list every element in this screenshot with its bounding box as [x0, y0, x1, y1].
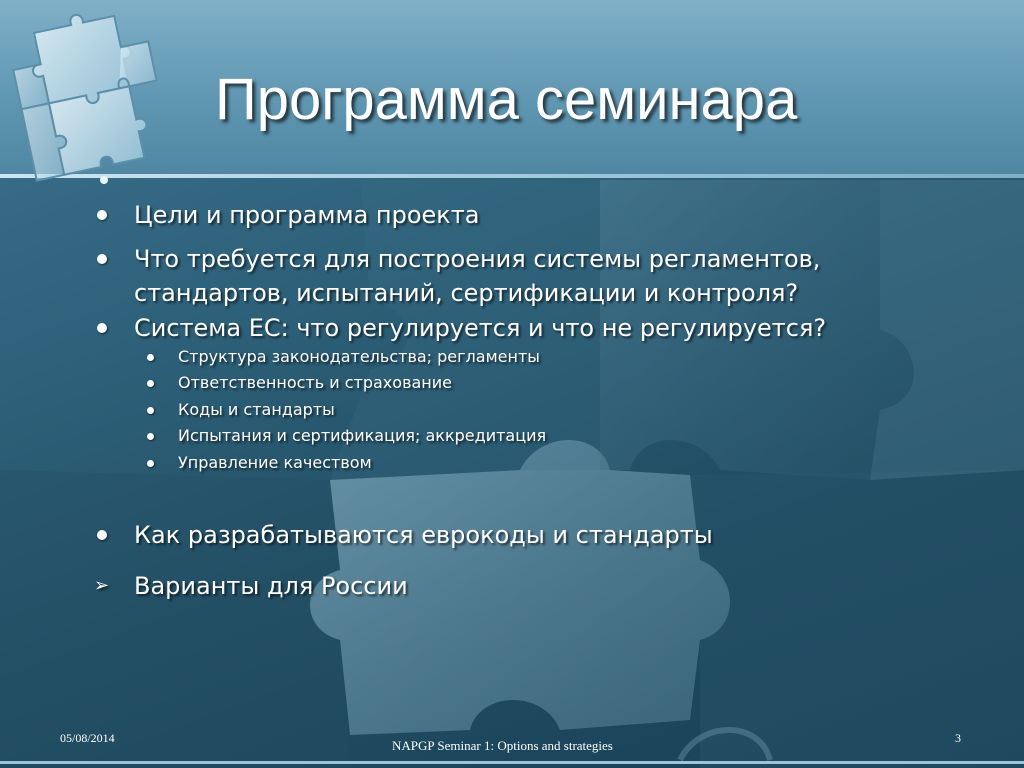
list-item-text: Ответственность и страхование — [178, 373, 452, 392]
footer-text: NAPGP Seminar 1: Options and strategies — [392, 738, 613, 753]
bullet-dot-icon — [147, 354, 154, 361]
list-item-text: Система ЕС: что регулируется и что не регулируется? — [134, 314, 827, 342]
list-item — [94, 569, 874, 603]
list-item-text: Испытания и сертификация; аккредитация — [178, 426, 547, 445]
bullet-dot-icon — [147, 460, 154, 467]
bullet-dot-icon — [97, 210, 107, 220]
list-item-text: Управление качеством — [178, 453, 372, 472]
footer-date: 05/08/2014 — [60, 731, 115, 745]
list-item — [134, 242, 874, 310]
list-item — [134, 518, 874, 552]
bullet-dot-icon — [97, 323, 107, 333]
slide-title: Программа семинара — [215, 67, 798, 132]
bullet-dot-icon — [147, 433, 154, 440]
list-item — [178, 344, 778, 370]
page-number: 3 — [955, 731, 961, 745]
list-item-text: Как разрабатываются еврокоды и стандарты — [134, 521, 713, 549]
list-item — [134, 198, 874, 232]
bullet-dot-icon — [147, 380, 154, 387]
list-item — [178, 370, 778, 396]
list-item-text: Цели и программа проекта — [134, 201, 480, 229]
list-item-text: Что требуется для построения системы регламентов, стандартов, испытаний, сертификации и контроля? — [134, 245, 821, 307]
bullet-dot-icon — [97, 254, 107, 264]
list-item-text: Варианты для России — [134, 572, 408, 600]
bullet-dot-icon — [97, 530, 107, 540]
list-item — [134, 311, 874, 345]
list-item — [178, 450, 778, 476]
footer-divider — [0, 761, 1024, 764]
bullet-dot-icon — [147, 407, 154, 414]
list-item — [178, 397, 778, 423]
list-item — [178, 423, 778, 449]
arrow-bullet-icon: ➢ — [94, 575, 110, 596]
list-item-text: Коды и стандарты — [178, 400, 335, 419]
list-item-text: Структура законодательства; регламенты — [178, 347, 540, 366]
